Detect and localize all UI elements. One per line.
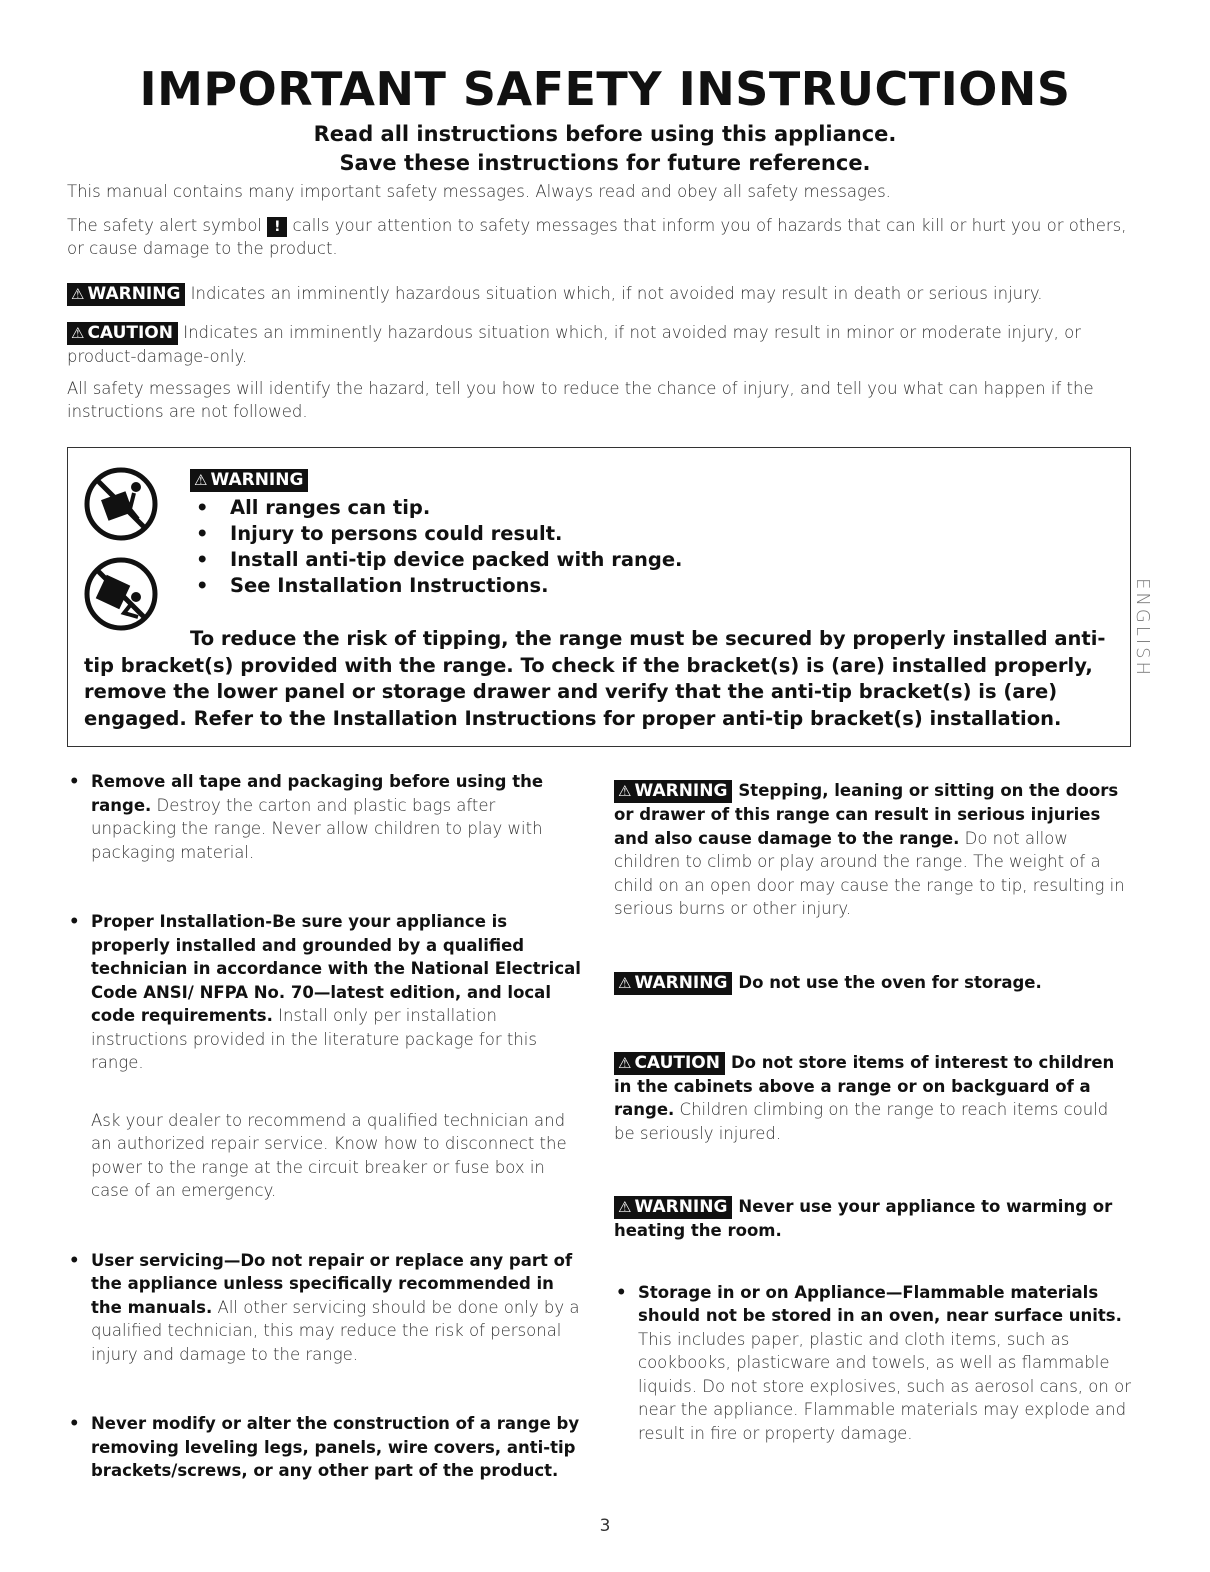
caution-definition xyxy=(67,321,1137,368)
alert-pre-text: The safety alert symbol xyxy=(67,216,263,235)
left-column xyxy=(67,770,582,1483)
list-item-packaging: • Remove all tape and packaging before using the range. Destroy the carton and plastic bags after unpacking the range. Never allow children to play with packaging material. xyxy=(69,772,544,862)
intro-text: This manual contains many important safety messages. Always read and obey all safety messages. xyxy=(67,182,891,201)
box-warning-badge-wrap xyxy=(190,469,308,492)
warning-triangle-icon: ⚠ xyxy=(71,285,85,303)
list-item: • All ranges can tip. xyxy=(196,496,431,519)
right-column xyxy=(614,779,1134,1445)
caution-definition-text: Indicates an imminently hazardous situation which, if not avoided may result in minor or moderate injury, or product-damage-only. xyxy=(67,323,1081,366)
safety-alert-icon: ! xyxy=(267,217,287,237)
warning-triangle-icon: ⚠ xyxy=(618,973,632,992)
caution-badge: ⚠ CAUTION xyxy=(67,322,178,345)
subtitle-save: Save these instructions for future reference. xyxy=(339,151,871,175)
all-messages-text: All safety messages will identify the hazard, tell you how to reduce the chance of injury, and tell you what can happen if the instructions are not followed. xyxy=(67,379,1094,421)
alert-post-text: calls your attention to safety messages that inform you of hazards that can kill or hurt you or others, or cause damage to the product. xyxy=(67,216,1127,258)
anti-tip-instructions: To reduce the risk of tipping, the range must be secured by properly installed anti-tip bracket(s) provided with the range. To check if the bracket(s) is (are) installed properly, remove the lower panel or storage drawer and verify that the anti-tip bracket(s) is (are) engaged. Refer to the Installation Instructions for proper anti-tip bracket(s) installation. xyxy=(84,627,1106,730)
warning-badge: ⚠ WARNING xyxy=(614,780,732,803)
list-item: • Injury to persons could result. xyxy=(196,522,563,545)
caution-triangle-icon: ⚠ xyxy=(71,324,85,342)
page-number: 3 xyxy=(599,1516,611,1536)
list-item-servicing: • User servicing—Do not repair or replace any part of the appliance unless specifically recommended in the manuals. All other servicing should be done only by a qualified technician, this may reduce the risk of personal injury and damage to the range. xyxy=(69,1250,580,1364)
caution-triangle-icon: ⚠ xyxy=(618,1053,632,1072)
warning-definition xyxy=(67,282,1137,306)
warning-heating: ⚠ WARNING Never use your appliance to warming or heating the room. xyxy=(614,1197,1113,1240)
box-warning-triangle-icon: ⚠ xyxy=(194,471,208,489)
warning-triangle-icon: ⚠ xyxy=(618,1198,632,1216)
warning-badge: ⚠ WARNING xyxy=(614,1196,732,1219)
page-title: IMPORTANT SAFETY INSTRUCTIONS xyxy=(139,62,1071,116)
language-tab: ENGLISH xyxy=(1132,578,1153,679)
caution-badge: ⚠ CAUTION xyxy=(614,1052,725,1075)
box-warning-badge: ⚠ WARNING xyxy=(190,469,308,492)
warning-storage: ⚠ WARNING Do not use the oven for storage. xyxy=(614,971,1134,995)
list-item: • Install anti-tip device packed with range. xyxy=(196,548,683,571)
no-tip-range-icon xyxy=(84,467,158,541)
subtitle-read: Read all instructions before using this appliance. xyxy=(313,122,897,146)
list-item-modify: • Never modify or alter the construction of a range by removing leveling legs, panels, wire covers, anti-tip brackets/screws, or any other part of the product. xyxy=(69,1414,580,1480)
no-climb-range-icon xyxy=(84,557,158,631)
list-item-installation: • Proper Installation-Be sure your appliance is properly installed and grounded by a qualified technician in accordance with the National Electrical Code ANSI/ NFPA No. 70—latest edition, and local code requirements. Install only per installation instructions provided in the literature package for this range. xyxy=(69,912,581,1072)
alert-symbol-paragraph xyxy=(67,214,1137,260)
warning-definition-text: Indicates an imminently hazardous situation which, if not avoided may result in death or serious injury. xyxy=(190,284,1043,303)
warning-triangle-icon: ⚠ xyxy=(618,782,632,800)
anti-tip-bullets xyxy=(190,495,890,599)
list-item-flammable: • Storage in or on Appliance—Flammable materials should not be stored in an oven, near surface units. This includes paper, plastic and cloth items, such as cookbooks, plasticware and towels, as well as flammable liquids. Do not store explosives, such as aerosol cans, on or near the appliance. Flammable materials may explode and result in fire or property damage. xyxy=(616,1282,1131,1443)
warning-stepping: ⚠ WARNING Stepping, leaning or sitting on the doors or drawer of this range can result in serious injuries and also cause damage to the range. Do not allow children to climb or play around the range. The weight of a child on an open door may cause the range to tip, resulting in serious burns or other injury. xyxy=(614,781,1125,918)
dealer-paragraph: Ask your dealer to recommend a qualified technician and an authorized repair service. Know how to disconnect the power to the range at the circuit breaker or fuse box in case of an emergency. xyxy=(91,1110,567,1200)
warning-badge: ⚠ WARNING xyxy=(614,972,732,995)
warning-badge: ⚠ WARNING xyxy=(67,283,185,306)
list-item: • See Installation Instructions. xyxy=(196,574,549,597)
caution-cabinets: ⚠ CAUTION Do not store items of interest to children in the cabinets above a range or on backguard of a range. Children climbing on the range to reach items could be seriously injured. xyxy=(614,1052,1115,1143)
